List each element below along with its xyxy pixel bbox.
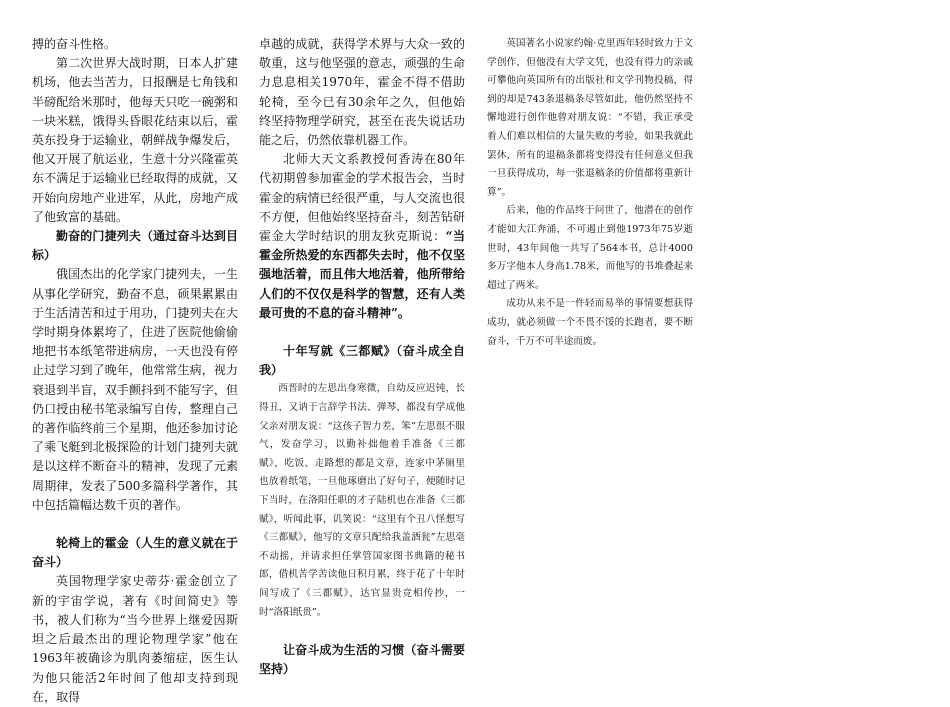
paragraph-huo-yingdong: 第二次世界大战时期，日本人扩建机场，他去当苦力，日报酬是七角钱和半磅配给米那时，他每天只吃一碗粥和一块米糕，饿得头昏眼花结束以后，霍英东投身于运输业，朝鲜战争爆发后，他又开展了航运业，生意十分兴隆霍英东不满足于运输业已经取得的成就，又开始向房地产业进军，从此，房地产成了他致富的基础。 (32, 56, 238, 224)
paragraph-hawking: 英国物理学家史蒂芬·霍金创立了新的宇宙学说，著有《时间简史》等书，被人们称为“当今世界上继爱因斯坦之后最杰出的理论物理学家”他在1963年被确诊为肌肉萎缩症，医生认为他只能活2年时间了他却支持到现在，取得 (32, 574, 238, 704)
column-2 (259, 35, 465, 680)
paragraph-zuo-si: 西晋时的左思出身寒微，自幼反应迟钝，长得丑，又讷于言辞学书法、弹琴，都没有学成他父亲对朋友说：“这孩子智力差，笨”左思很不服气，发奋学习，以勤补拙他着手准备《三都赋》，吃饭、走路想的都是文章，连家中茅厕里也放着纸笔，一旦他琢磨出了好句子，便随时记下当时，在洛阳任职的才子陆机也在准备《三都赋》，听闻此事，讥笑说：“这里有个丑八怪想写《三都赋》，他写的文章只配给我盖酒瓮”左思毫不动摇，并请求担任掌管国家图书典籍的秘书郎，借机苦学苦读他日积月累，终于花了十年时间写成了《三都赋》，达官显贵竞相传抄，一时“洛阳纸贵”。 (259, 383, 465, 618)
spacer (259, 622, 465, 641)
spacer (259, 323, 465, 342)
paragraph-creasey-later: 后来，他的作品终于问世了，他潜在的创作才能如大江奔涌，不可遏止到他1973年75岁逝世时，43年间他一共写了564本书，总计4000多万字他本人身高1.78米，而他写的书堆叠起来超过了两米。 (487, 205, 693, 291)
paragraph-hawking-cont: 卓越的成就，获得学术界与大众一致的敬重，这与他坚强的意志，顽强的生命力息息相关1970年，霍金不得不借助轮椅，至今已有30余年之久，但他始终坚持物理学研究，甚至在丧失说话功能之后，仍然依靠机器工作。 (259, 37, 465, 148)
paragraph-fenstrong-ending: 搏的奋斗性格。 (32, 37, 117, 51)
paragraph-success: 成功从来不是一件轻而易举的事情要想获得成功，就必须做一个不畏不馁的长跑者，要不断奋斗，千万不可半途而废。 (487, 298, 693, 347)
column-3 (487, 35, 693, 351)
paragraph-mendeleev: 俄国杰出的化学家门捷列夫，一生从事化学研究，勤奋不息，硕果累累由于生活清苦和过于用功，门捷列夫在大学时期身体累垮了，住进了医院他偷偷地把书本纸笔带进病房，一天也没有停止过学习到了晚年，他常常生病，视力衰退到半盲，双手颤抖到不能写字，但仍口授由秘书笔录编写自传，整理自己的著作临终前三个星期，他还参加讨论了乘飞艇到北极探险的计划门捷列夫就是以这样不断奋斗的精神，发现了元素周期律，发表了500多篇科学著作，其中包括篇幅达数千页的著作。 (32, 267, 238, 512)
heading-sandufu: 十年写就《三都赋》（奋斗成全自我） (259, 344, 465, 378)
heading-hawking: 轮椅上的霍金（人生的意义就在于奋斗） (32, 536, 238, 570)
quote-dikesi: “当霍金所热爱的东西都失去时，他不仅坚强地活着，而且伟大地活着，他所带给人们的不仅仅是科学的智慧，还有人类最可贵的不息的奋斗精神”。 (259, 229, 465, 320)
spacer (32, 515, 238, 534)
heading-mendeleev: 勤奋的门捷列夫（通过奋斗达到目标） (32, 229, 238, 263)
paragraph-he-xiangtao (259, 150, 465, 323)
heading-habit: 让奋斗成为生活的习惯（奋斗需要坚持） (259, 643, 465, 677)
paragraph-creasey: 英国著名小说家约翰·克里西年轻时致力于文学创作，但他没有大学文凭，也没有得力的亲戚可攀他向英国所有的出版社和文学刊物投稿，得到的却是743条退稿条尽管如此，他仍然坚持不懈地进行创作他曾对朋友说：“不错，我正承受着人们难以相信的大量失败的考验，如果我就此罢休，所有的退稿条都将变得没有任何意义但我一旦获得成功，每一张退稿条的价值都将重新计算”。 (487, 38, 693, 198)
paragraph-he-xiangtao-text: 北师大天文系教授何香涛在80年代初期曾参加霍金的学术报告会，当时霍金的病情已经很严重，与人交流也很不方便，但他始终坚持奋斗，刻苦钻研霍金大学时结识的朋友狄克斯说： (259, 152, 465, 244)
column-1 (32, 35, 238, 707)
